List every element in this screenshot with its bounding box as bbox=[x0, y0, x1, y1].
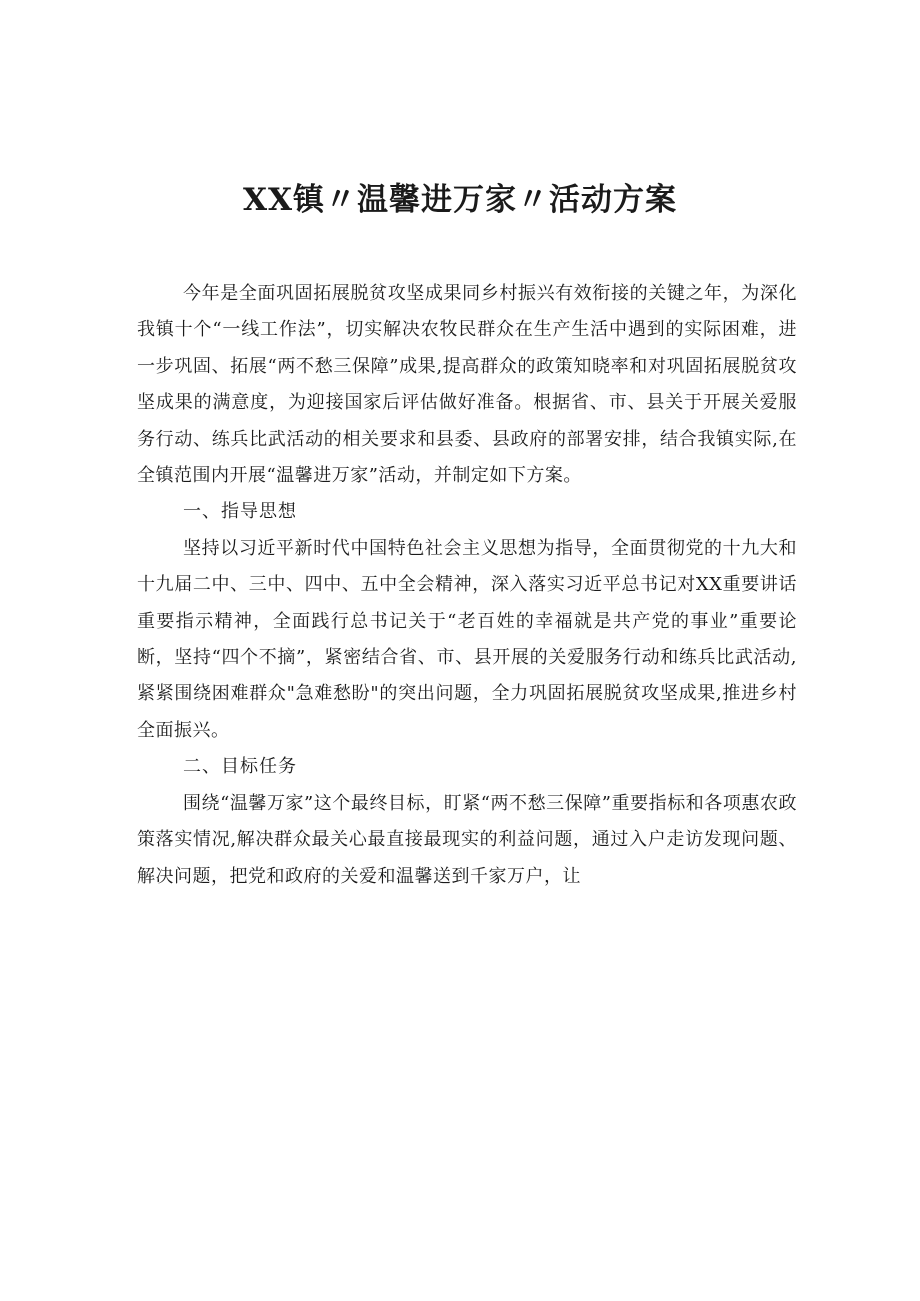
section-heading-guiding-ideology: 一、指导思想 bbox=[183, 501, 297, 523]
guiding-ideology-paragraph: 坚持以习近平新时代中国特色社会主义思想为指导，全面贯彻党的十九大和十九届二中、三中、四中、五中全会精神，深入落实习近平总书记对XX重要讲话重要指示精神，全面践行总书记关于“老百姓的幸福就是共产党的事业”重要论断，坚持“四个不摘”，紧密结合省、市、县开展的关爱服务行动和练兵比武活动,紧紧围绕困难群众"急难愁盼"的突出问题，全力巩固拓展脱贫攻坚成果,推进乡村全面振兴。 bbox=[137, 537, 797, 741]
objectives-paragraph: 围绕“温馨万家”这个最终目标，盯紧“两不愁三保障”重要指标和各项惠农政策落实情况,解决群众最关心最直接最现实的利益问题，通过入户走访发现问题、解决问题，把党和政府的关爱和温馨送到千家万户，让 bbox=[137, 792, 797, 887]
section-heading-objectives: 二、目标任务 bbox=[183, 756, 297, 778]
intro-paragraph: 今年是全面巩固拓展脱贫攻坚成果同乡村振兴有效衔接的关键之年，为深化我镇十个“一线工作法”，切实解决农牧民群众在生产生活中遇到的实际困难，进一步巩固、拓展“两不愁三保障”成果,提高群众的政策知晓率和对巩固拓展脱贫攻坚成果的满意度，为迎接国家后评估做好准备。根据省、市、县关于开展关爱服务行动、练兵比武活动的相关要求和县委、县政府的部署安排，结合我镇实际,在全镇范围内开展“温馨进万家”活动，并制定如下方案。 bbox=[137, 283, 797, 487]
document-title: XX镇〃温馨进万家〃活动方案 bbox=[242, 182, 678, 218]
document-body bbox=[137, 276, 797, 895]
